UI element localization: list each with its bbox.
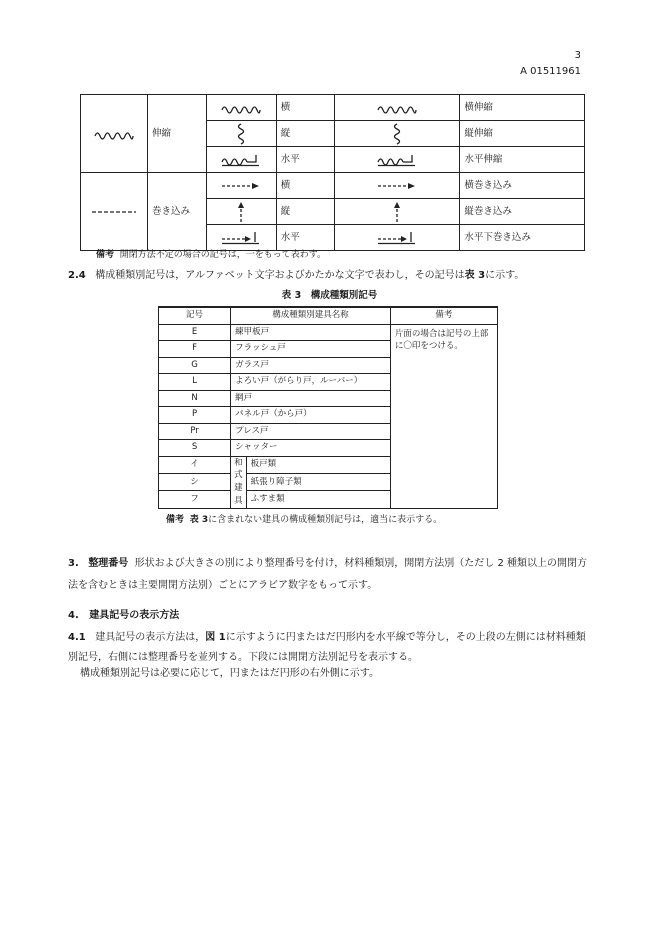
name-cell: 網戸 [231, 390, 391, 407]
note-text: 開閉方法不定の場合の記号は，一をもって表わす。 [119, 250, 327, 260]
wa-group-cell [231, 456, 246, 508]
table-reference: 表 3 [189, 515, 209, 525]
name-cell: シャッター [231, 440, 391, 457]
section-number: 4. [68, 610, 79, 621]
section-2-4 [68, 270, 524, 283]
section-title: 建具記号の表示方法 [89, 610, 180, 621]
name-cell: ガラス戸 [231, 357, 391, 374]
rollup-label: 巻き込み [147, 173, 206, 251]
section-4-heading [68, 610, 179, 623]
code-cell: シ [159, 473, 231, 490]
name-cell: パネル戸（から戸） [231, 407, 391, 424]
table3-note [166, 515, 442, 526]
figure-reference: 図 1 [205, 632, 226, 643]
note-text: に含まれない建具の構成種類別記号は，適当に表示する。 [208, 515, 443, 525]
stretch-vertical-label: 縦 [276, 121, 334, 147]
stretch-horizontal-label: 横 [276, 95, 334, 121]
stretch-label: 伸縮 [147, 95, 206, 173]
name-cell: 練甲板戸 [231, 324, 391, 341]
document-code: A 01511961 [520, 66, 581, 77]
stretch-level-icon [206, 147, 276, 173]
stretch-horizontal-icon [206, 95, 276, 121]
section-3 [68, 553, 590, 597]
rollup-level-icon-b [334, 225, 460, 251]
rollup-vertical-icon-b [334, 199, 460, 225]
code-cell: イ [159, 456, 231, 473]
code-cell: F [159, 341, 231, 358]
code-cell: P [159, 407, 231, 424]
section-text-end: に示す。 [485, 270, 525, 281]
column-header: 記号 [159, 307, 231, 324]
wa-group-char: 具 [234, 495, 243, 506]
stretch-vertical-icon-b [334, 121, 460, 147]
table-header-row [159, 307, 498, 324]
section-4-1-text2: 構成種類別記号は必要に応じて，円またはだ円形の右外側に示す。 [80, 668, 379, 679]
section-text: 構成種類別記号は，アルファベット文字およびかたかな文字で表わし，その記号は [95, 270, 465, 281]
remark-cell: 片面の場合は記号の上部に〇印をつける。 [390, 324, 497, 508]
name-cell: よろい戸（がらり戸，ルーバー） [231, 374, 391, 391]
rollup-vertical-label-b: 縦巻き込み [460, 199, 585, 225]
wa-group-char: 式 [234, 470, 243, 481]
stretch-symbol-icon [81, 95, 148, 173]
rollup-horizontal-label-b: 横巻き込み [460, 173, 585, 199]
wa-group-char: 建 [234, 483, 243, 493]
opening-symbol-table [80, 94, 585, 251]
table-row [159, 324, 498, 341]
stretch-level-icon-b [334, 147, 460, 173]
symbol-table-note [96, 250, 326, 261]
table3-caption: 表 3 構成種類別記号 [281, 290, 378, 301]
stretch-level-label-b: 水平伸縮 [460, 147, 585, 173]
rollup-horizontal-icon [206, 173, 276, 199]
column-header: 構成種類別建具名称 [231, 307, 391, 324]
column-header: 備考 [390, 307, 497, 324]
section-title: 整理番号 [88, 558, 129, 569]
code-cell: N [159, 390, 231, 407]
rollup-level-label: 水平 [276, 225, 334, 251]
code-cell: L [159, 374, 231, 391]
code-cell: E [159, 324, 231, 341]
name-cell: 板戸類 [246, 456, 390, 473]
name-cell: ふすま類 [246, 491, 390, 508]
section-number: 2.4 [68, 270, 86, 281]
note-label: 備考 [166, 515, 185, 525]
section-text: 形状および大きさの別により整理番号を付け，材料種類別，開閉方法別（ただし 2 種類以上の開閉方法を含むときは主要開閉方法別）ごとにアラビア数字をもって示す。 [68, 558, 587, 591]
section-4-1 [68, 628, 590, 668]
rollup-horizontal-label: 横 [276, 173, 334, 199]
table-reference: 表 3 [464, 270, 486, 281]
name-cell: 紙張り障子類 [246, 473, 390, 490]
stretch-level-label: 水平 [276, 147, 334, 173]
stretch-horizontal-icon-b [334, 95, 460, 121]
code-cell: G [159, 357, 231, 374]
section-number: 4.1 [68, 632, 86, 643]
rollup-level-icon [206, 225, 276, 251]
name-cell: プレス戸 [231, 423, 391, 440]
rollup-horizontal-icon-b [334, 173, 460, 199]
rollup-level-label-b: 水平下巻き込み [460, 225, 585, 251]
rollup-vertical-icon [206, 199, 276, 225]
table3 [158, 306, 498, 509]
section-text: 建具記号の表示方法は， [95, 632, 206, 643]
code-cell: フ [159, 491, 231, 508]
section-text-end: に示すように円またはだ円形内を水平線で等分し，その上段の左側には材料種類別記号，右側には整理番号を並列する。下段には開閉方法別記号を表示する。 [68, 632, 586, 663]
table-row [81, 95, 585, 121]
stretch-horizontal-label-b: 横伸縮 [460, 95, 585, 121]
section-number: 3. [68, 558, 79, 569]
note-label: 備考 [96, 250, 115, 260]
code-cell: S [159, 440, 231, 457]
rollup-vertical-label: 縦 [276, 199, 334, 225]
page-number: 3 [574, 50, 581, 61]
name-cell: フラッシュ戸 [231, 341, 391, 358]
wa-group-char: 和 [234, 457, 243, 468]
stretch-vertical-label-b: 縦伸縮 [460, 121, 585, 147]
rollup-symbol-icon [81, 173, 148, 251]
table-row [81, 173, 585, 199]
code-cell: Pr [159, 423, 231, 440]
stretch-vertical-icon [206, 121, 276, 147]
